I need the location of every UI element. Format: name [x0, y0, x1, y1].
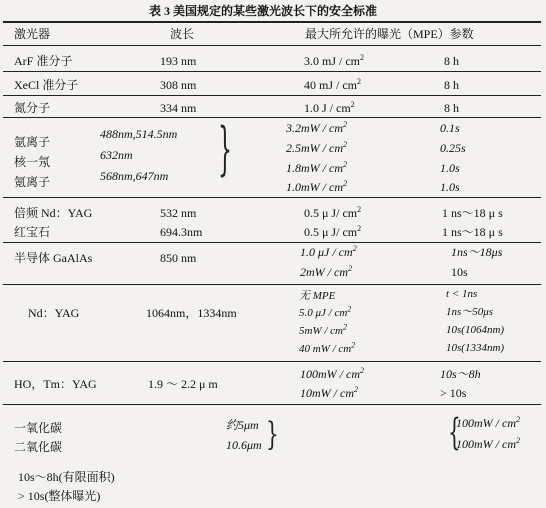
- note-2: > 10s(整体曝光): [18, 489, 101, 503]
- ruby-laser: 红宝石: [14, 225, 51, 239]
- gaalas-time-1: 1ns～18μs: [451, 245, 503, 259]
- n2-time: 8 h: [444, 101, 459, 115]
- rule-ruby: [3, 242, 541, 243]
- ndyag-time-4: 10s(1334nm): [446, 342, 505, 354]
- rule-top: [3, 21, 541, 23]
- ndyag-double-laser: 倍频 Nd：YAG: [14, 206, 93, 220]
- ruby-time: 1 ns～18 μ s: [442, 225, 503, 239]
- ion-time-4: 1.0s: [440, 180, 460, 194]
- ion-mpe-4: $1.0mW / cm^2$: [286, 179, 347, 194]
- rule-header: [3, 45, 541, 46]
- hotm-time-1: 10s～8h: [440, 367, 481, 381]
- ion-mpe-3: $1.8mW / cm^2$: [286, 160, 347, 175]
- rule-xecl: [3, 95, 541, 96]
- arf-wavelength: 193 nm: [160, 54, 197, 68]
- ndyag-mpe-1: 无 MPE: [299, 290, 336, 302]
- ion-laser-ar: 氩离子: [14, 135, 51, 149]
- arf-laser: ArF 准分子: [14, 54, 73, 68]
- ndyag-wavelength: 1064nm，1334nm: [146, 306, 237, 320]
- arf-time: 8 h: [444, 54, 459, 68]
- table-title: 表 3 美国规定的某些激光波长下的安全标准: [149, 4, 378, 18]
- header-laser: 激光器: [14, 27, 51, 41]
- ndyag-time-1: t < 1ns: [446, 288, 478, 300]
- ion-laser-hene: 核一氖: [14, 155, 51, 169]
- hotm-wavelength: 1.9 ～ 2.2 μ m: [148, 377, 218, 391]
- header-wavelength: 波长: [170, 27, 195, 41]
- ndyag-double-time: 1 ns～18 μ s: [442, 206, 503, 220]
- ndyag-mpe-2: 5.0 μJ / $cm^2$: [299, 304, 352, 319]
- gaalas-wavelength: 850 nm: [160, 251, 197, 265]
- xecl-time: 8 h: [444, 78, 459, 92]
- n2-wavelength: 334 nm: [160, 101, 197, 115]
- hotm-time-2: > 10s: [440, 386, 467, 400]
- n2-laser: 氮分子: [14, 101, 51, 115]
- hotm-laser: HO，Tm：YAG: [14, 377, 97, 391]
- ndyag-mpe-3: $5mW / cm^2$: [299, 322, 347, 337]
- rule-arf: [3, 71, 541, 72]
- co-laser: 一氧化碳: [14, 421, 63, 435]
- ion-time-2: 0.25s: [440, 141, 466, 155]
- note-1: 10s～8h(有限面积): [18, 470, 115, 484]
- ion-laser-kr: 氪离子: [14, 175, 51, 189]
- co-mpe-2: $100mW / cm^2$: [456, 436, 520, 451]
- brace-left-co: {: [448, 410, 461, 454]
- gaalas-mpe-1: 1.0 μJ / $cm^2$: [300, 244, 357, 259]
- ndyag-double-mpe: 0.5 μ J/ $cm^2$: [304, 205, 362, 220]
- ion-wavelength-kr: 568nm,647nm: [100, 169, 169, 183]
- brace-right-ion: }: [218, 118, 232, 184]
- n2-mpe: 1.0 J / $cm^2$: [304, 100, 355, 115]
- ndyag-time-2: 1ns～50μs: [446, 306, 494, 318]
- ndyag-laser: Nd：YAG: [28, 306, 80, 320]
- brace-right-co: }: [266, 414, 279, 454]
- co2-laser: 二氧化碳: [14, 440, 63, 454]
- hotm-mpe-1: $100mW / cm^2$: [300, 366, 364, 381]
- ion-wavelength-ar: 488nm,514.5nm: [100, 127, 178, 141]
- gaalas-mpe-2: $2mW / cm^2$: [300, 264, 352, 279]
- ion-mpe-2: $2.5mW / cm^2$: [286, 140, 347, 155]
- rule-ndyag: [3, 361, 541, 362]
- ruby-mpe: 0.5 μ J/ $cm^2$: [304, 224, 362, 239]
- rule-ion: [3, 197, 541, 198]
- xecl-wavelength: 308 nm: [160, 78, 197, 92]
- ndyag-double-wavelength: 532 nm: [160, 206, 197, 220]
- rule-hotm: [3, 404, 541, 405]
- rule-gaalas: [3, 284, 541, 285]
- rule-n2: [3, 117, 541, 118]
- co-mpe-1: $100mW / cm^2$: [456, 415, 520, 430]
- ion-mpe-1: $3.2mW / cm^2$: [286, 120, 347, 135]
- hotm-mpe-2: $10mW / cm^2$: [300, 385, 358, 400]
- xecl-laser: XeCl 准分子: [14, 78, 79, 92]
- ion-time-3: 1.0s: [440, 161, 460, 175]
- gaalas-time-2: 10s: [451, 265, 468, 279]
- ruby-wavelength: 694.3nm: [160, 225, 203, 239]
- ion-time-1: 0.1s: [440, 121, 460, 135]
- xecl-mpe: 40 mJ / $cm^2$: [304, 77, 361, 92]
- arf-mpe: 3.0 mJ / $cm^2$: [304, 53, 364, 68]
- ion-wavelength-hene: 632nm: [100, 148, 133, 162]
- ndyag-mpe-4: 40 mW / $cm^2$: [299, 340, 356, 355]
- ndyag-time-3: 10s(1064nm): [446, 324, 505, 336]
- header-mpe: 最大所允许的曝光（MPE）参数: [305, 27, 474, 41]
- co2-wavelength: 10.6μm: [226, 438, 262, 452]
- gaalas-laser: 半导体 GaAlAs: [14, 251, 93, 265]
- co-wavelength: 约5μm: [226, 418, 259, 432]
